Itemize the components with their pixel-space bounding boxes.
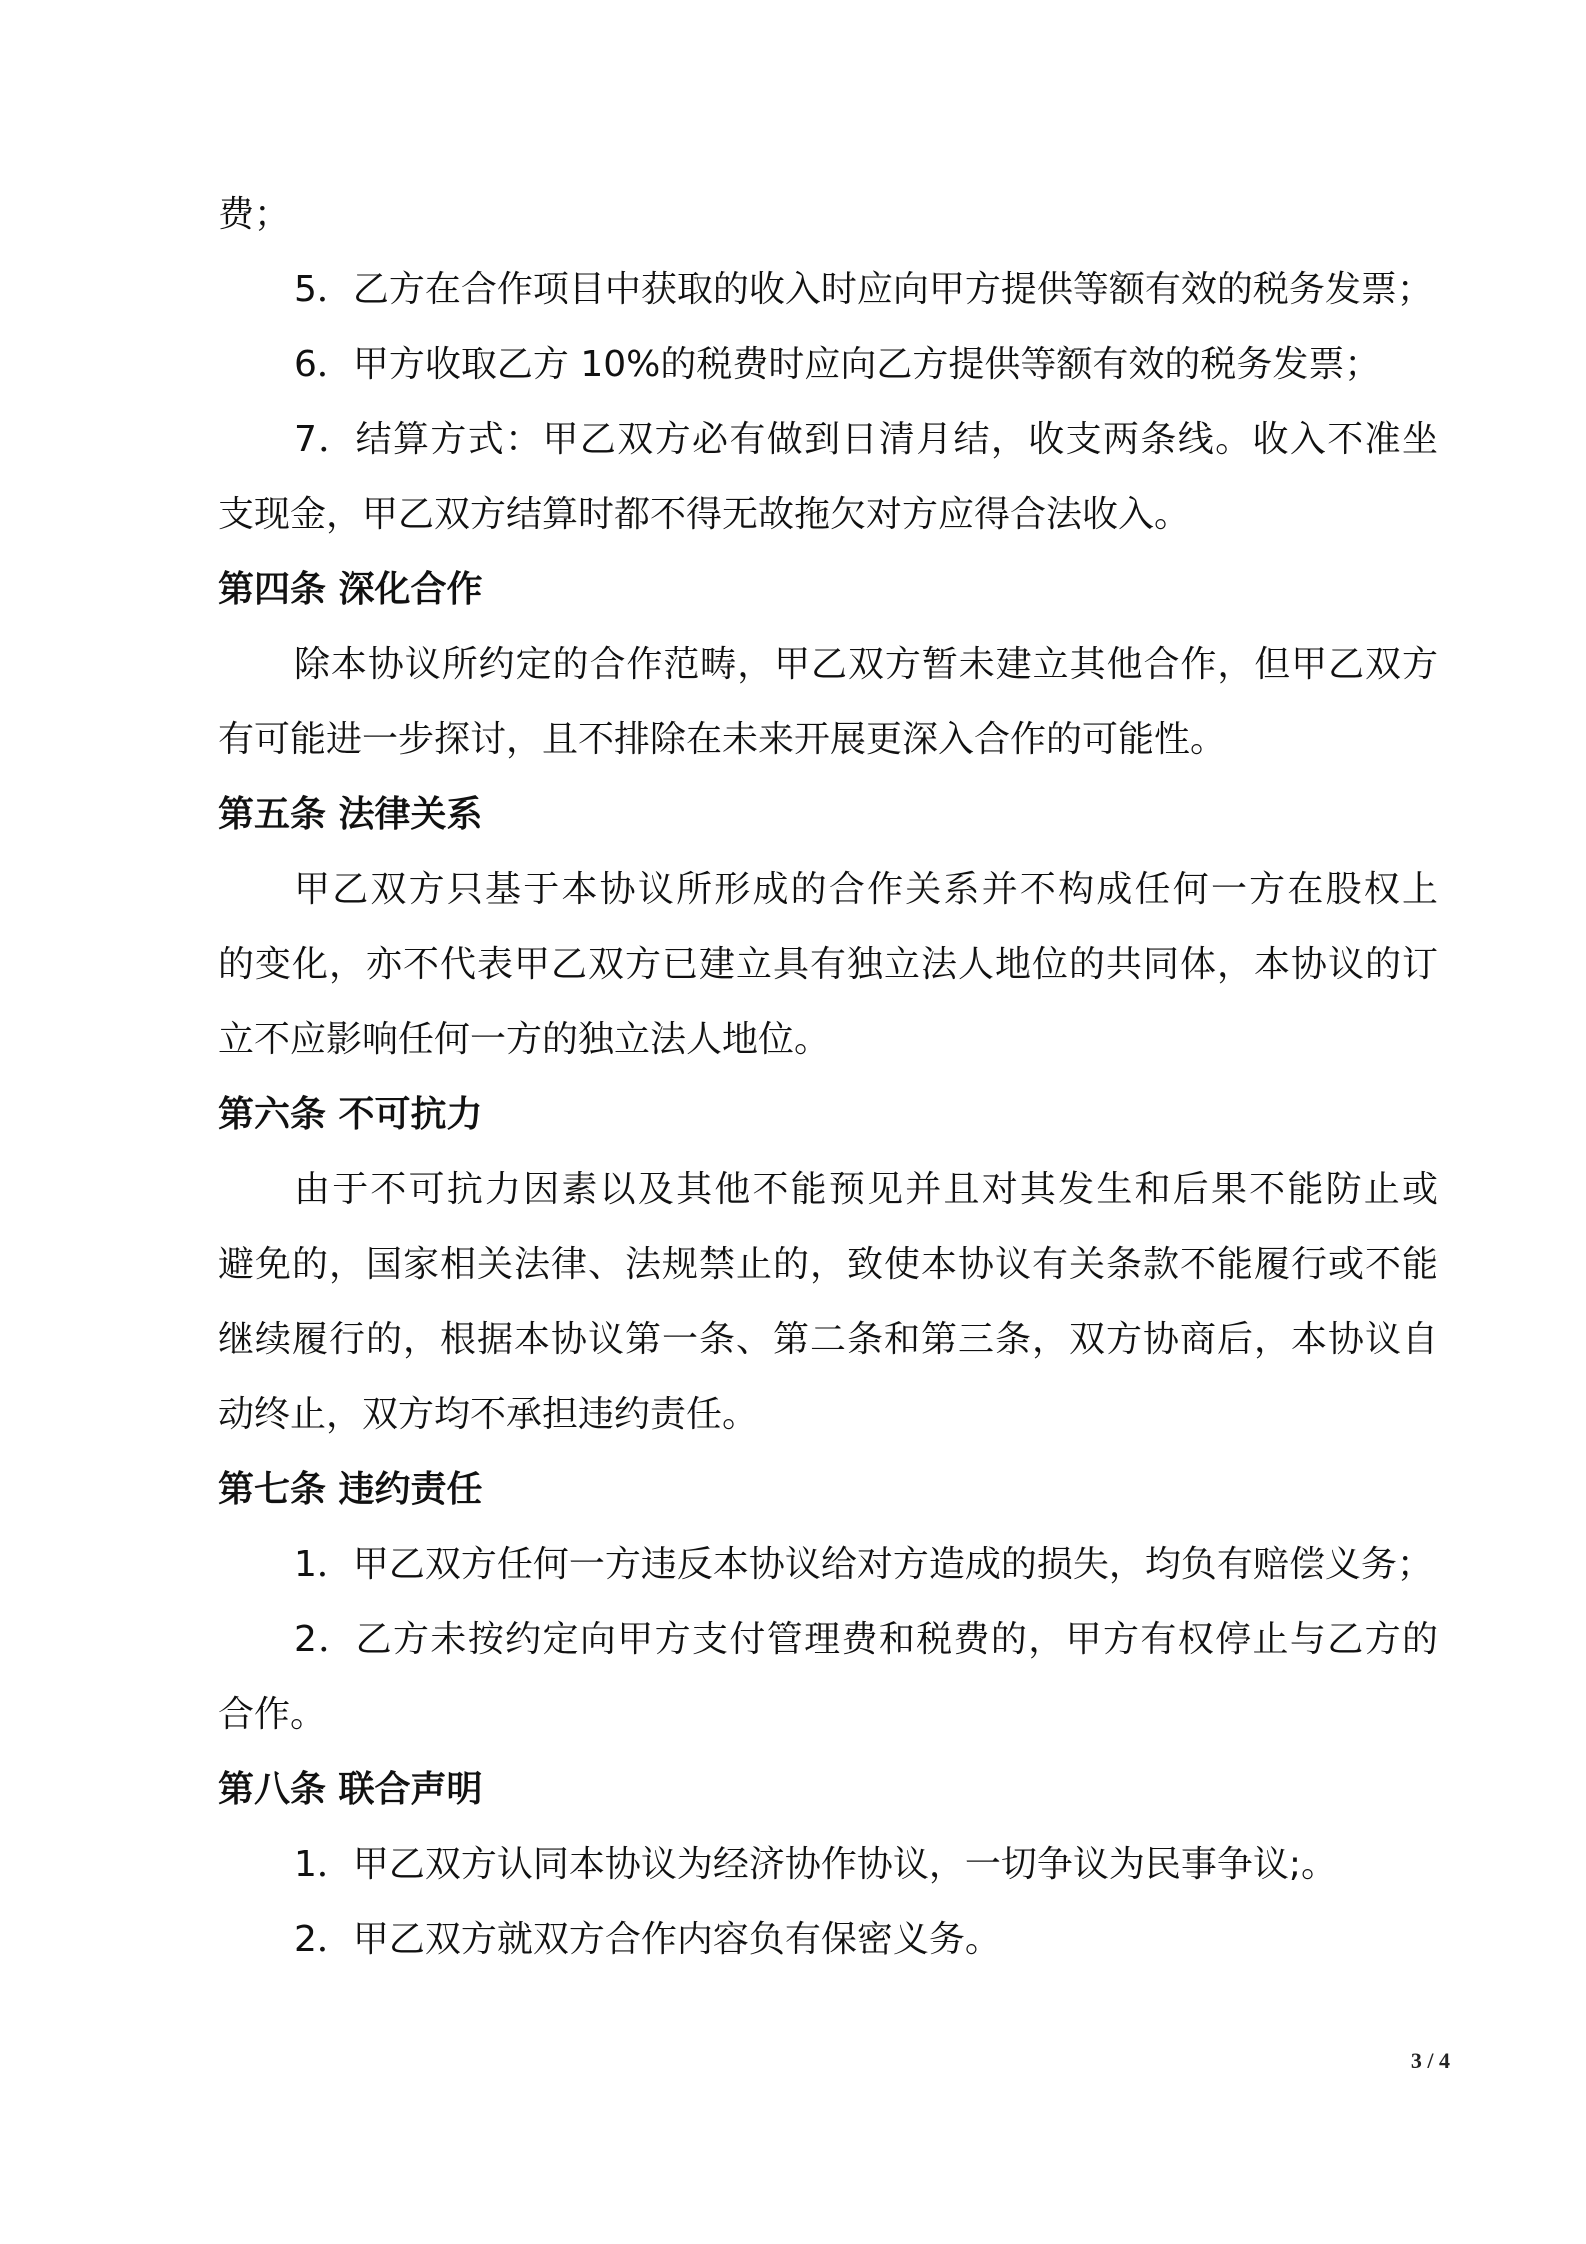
paragraph-line: 动终止，双方均不承担违约责任。 — [218, 1394, 759, 1435]
paragraph-line: 的变化，亦不代表甲乙双方已建立具有独立法人地位的共同体，本协议的订 — [218, 944, 1438, 985]
paragraph-line: 支现金，甲乙双方结算时都不得无故拖欠对方应得合法收入。 — [218, 494, 1191, 535]
article-8-heading: 第八条 联合声明 — [218, 1769, 483, 1810]
page-number: 3 / 4 — [1410, 2048, 1450, 2073]
article-6-heading: 第六条 不可抗力 — [218, 1094, 483, 1135]
paragraph-line: 由于不可抗力因素以及其他不能预见并且对其发生和后果不能防止或 — [294, 1169, 1438, 1210]
clause-item-1: 1．甲乙双方认同本协议为经济协作协议，一切争议为民事争议;。 — [294, 1844, 1338, 1885]
paragraph-line: 合作。 — [218, 1694, 327, 1735]
paragraph-line: 立不应影响任何一方的独立法人地位。 — [218, 1019, 831, 1060]
paragraph-line: 除本协议所约定的合作范畴，甲乙双方暂未建立其他合作，但甲乙双方 — [294, 644, 1438, 685]
clause-item-6: 6．甲方收取乙方 10%的税费时应向乙方提供等额有效的税务发票； — [294, 344, 1381, 385]
paragraph-line: 甲乙双方只基于本协议所形成的合作关系并不构成任何一方在股权上 — [294, 869, 1438, 910]
paragraph-line: 有可能进一步探讨，且不排除在未来开展更深入合作的可能性。 — [218, 719, 1227, 760]
article-5-heading: 第五条 法律关系 — [218, 794, 483, 835]
article-4-heading: 第四条 深化合作 — [218, 569, 483, 610]
clause-item-2: 2．甲乙双方就双方合作内容负有保密义务。 — [294, 1919, 1001, 1960]
paragraph-line: 避免的，国家相关法律、法规禁止的，致使本协议有关条款不能履行或不能 — [218, 1244, 1438, 1285]
clause-item-7: 7．结算方式：甲乙双方必有做到日清月结，收支两条线。收入不准坐 — [294, 419, 1438, 460]
paragraph-line: 费； — [218, 194, 291, 235]
paragraph-line: 继续履行的，根据本协议第一条、第二条和第三条，双方协商后，本协议自 — [218, 1319, 1438, 1360]
clause-item-5: 5．乙方在合作项目中获取的收入时应向甲方提供等额有效的税务发票； — [294, 269, 1433, 310]
clause-item-2: 2．乙方未按约定向甲方支付管理费和税费的，甲方有权停止与乙方的 — [294, 1619, 1438, 1660]
clause-item-1: 1．甲乙双方任何一方违反本协议给对方造成的损失，均负有赔偿义务； — [294, 1544, 1433, 1585]
article-7-heading: 第七条 违约责任 — [218, 1469, 483, 1510]
